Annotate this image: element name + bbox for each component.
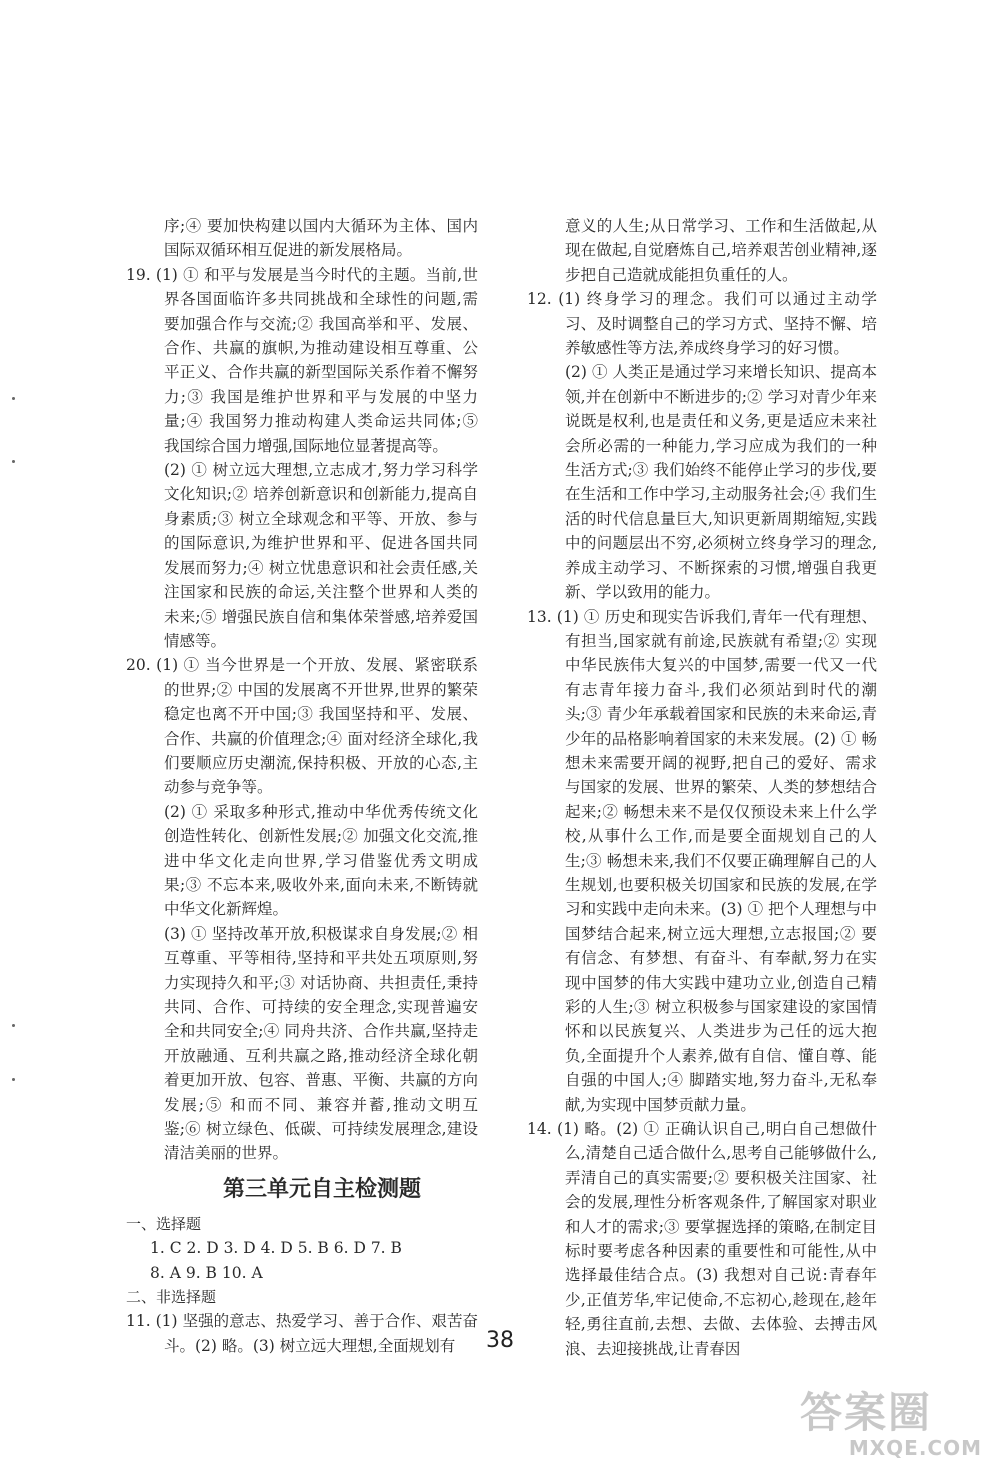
question-19-part2: (2) ① 树立远大理想,立志成才,努力学习科学文化知识;② 培养创新意识和创新能力,提高自身素质;③ 树立全球观念和平等、开放、参与的国际意识,为维护世界和平、促进各国共同发展而努力;④ 树立忧患意识和社会责任感,关注国家和民族的命运,关注整个世界和人类的未来;⑤ 增强民族自信和集体荣誉感,培养爱国情感等。 bbox=[164, 461, 478, 650]
watermark-url: MXQE.COM bbox=[848, 1436, 982, 1460]
section-title: 第三单元自主检测题 bbox=[222, 1176, 421, 1202]
answer-key-line-2: 8. A 9. B 10. A bbox=[150, 1263, 263, 1282]
question-20-part1: 20. (1) ① 当今世界是一个开放、发展、紧密联系的世界;② 中国的发展离不开世界,世界的繁荣稳定也离不开中国;③ 我国坚持和平、发展、合作、共赢的价值理念;④ 面对经济全球化,我们要顺应历史潮流,保持积极、开放的心态,主动参与竞争等。 bbox=[126, 656, 478, 797]
scan-mark bbox=[12, 1024, 15, 1027]
left-column bbox=[126, 214, 478, 1358]
question-13: 13. (1) ① 历史和现实告诉我们,青年一代有理想、有担当,国家就有前途,民族就有希望;② 实现中华民族伟大复兴的中国梦,需要一代又一代有志青年接力奋斗,我们必须站到时代的潮头;③ 青少年承载着国家和民族的未来命运,青少年的品格影响着国家的未来发展。(2) ① 畅想未来需要开阔的视野,把自己的爱好、需求与国家的发展、世界的繁荣、人类的梦想结合起来;② 畅想未来不是仅仅预设未来上什么学校,从事什么工作,而是要全面规划自己的人生;③ 畅想未来,我们不仅要正确理解自己的人生规划,也要积极关切国家和民族的发展,在学习和实践中走向未来。(3) ① 把个人理想与中国梦结合起来,树立远大理想,立志报国;② 要有信念、有梦想、有奋斗、有奉献,努力在实现中国梦的伟大实践中建功立业,创造自己精彩的人生;③ 树立积极参与国家建设的家国情怀和以民族复兴、人类进步为己任的远大抱负,全面提升个人素养,做有自信、懂自尊、能自强的中国人;④ 脚踏实地,努力奋斗,无私奉献,为实现中国梦贡献力量。 bbox=[527, 607, 877, 1114]
scan-mark bbox=[12, 460, 15, 463]
question-20-part3: (3) ① 坚持改革开放,积极谋求自身发展;② 相互尊重、平等相待,坚持和平共处五项原则,努力实现持久和平;③ 对话协商、共担责任,秉持共同、合作、可持续的安全理念,实现普遍安全和共同安全;④ 同舟共济、合作共赢,坚持走开放融通、互利共赢之路,推动经济全球化朝着更加开放、包容、普惠、平衡、共赢的方向发展;⑤ 和而不同、兼容并蓄,推动文明互鉴;⑥ 树立绿色、低碳、可持续发展理念,建设清洁美丽的世界。 bbox=[164, 924, 478, 1163]
watermark-logo bbox=[800, 1390, 990, 1465]
question-11: 11. (1) 坚强的意志、热爱学习、善于合作、艰苦奋斗。(2) 略。(3) 树立远大理想,全面规划有 bbox=[126, 1312, 478, 1355]
continued-text: 序;④ 要加快构建以国内大循环为主体、国内国际双循环相互促进的新发展格局。 bbox=[164, 217, 478, 260]
question-12-part1: 12. (1) 终身学习的理念。我们可以通过主动学习、及时调整自己的学习方式、坚持不懈、培养敏感性等方法,养成终身学习的好习惯。 bbox=[527, 290, 877, 358]
question-19-part1: 19. (1) ① 和平与发展是当今时代的主题。当前,世界各国面临许多共同挑战和全球性的问题,需要加强合作与交流;② 我国高举和平、发展、合作、共赢的旗帜,为推动建设相互尊重、公平正义、合作共赢的新型国际关系作着不懈努力;③ 我国是维护世界和平与发展的中坚力量;④ 我国努力推动构建人类命运共同体;⑤ 我国综合国力增强,国际地位显著提高等。 bbox=[126, 265, 478, 455]
scan-mark bbox=[12, 1078, 15, 1081]
question-20-part2: (2) ① 采取多种形式,推动中华优秀传统文化创造性转化、创新性发展;② 加强文化交流,推进中华文化走向世界,学习借鉴优秀文明成果;③ 不忘本来,吸收外来,面向未来,不断铸就中华文化新辉煌。 bbox=[164, 802, 478, 919]
question-12-part2: (2) ① 人类正是通过学习来增长知识、提高本领,并在创新中不断进步的;② 学习对青少年来说既是权利,也是责任和义务,更是适应未来社会所必需的一种能力,学习应成为我们的一种生活方式;③ 我们始终不能停止学习的步伐,要在生活和工作中学习,主动服务社会;④ 我们生活的时代信息量巨大,知识更新周期缩短,实践中的问题层出不穷,必须树立终身学习的理念,养成主动学习、不断探索的习惯,增强自我更新、学以致用的能力。 bbox=[565, 363, 877, 602]
scan-mark bbox=[12, 397, 15, 400]
continued-text: 意义的人生;从日常学习、工作和生活做起,从现在做起,自觉磨炼自己,培养艰苦创业精神,逐步把自己造就成能担负重任的人。 bbox=[565, 217, 877, 284]
question-14: 14. (1) 略。(2) ① 正确认识自己,明白自己想做什么,清楚自己适合做什么,思考自己能够做什么,弄清自己的真实需要;② 要积极关注国家、社会的发展,理性分析客观条件,了解国家对职业和人才的需求;③ 要掌握选择的策略,在制定目标时要考虑各种因素的重要性和可能性,从中选择最佳结合点。(3) 我想对自己说:青春年少,正值芳华,牢记使命,不忘初心,趁现在,趁年轻,勇往直前,去想、去做、去体验、去搏击风浪、去迎接挑战,让青春因 bbox=[527, 1120, 877, 1358]
answer-key-line-1: 1. C 2. D 3. D 4. D 5. B 6. D 7. B bbox=[150, 1239, 402, 1258]
watermark-text: 答案圈 bbox=[800, 1388, 933, 1437]
non-choice-heading: 二、非选择题 bbox=[126, 1288, 217, 1307]
multiple-choice-heading: 一、选择题 bbox=[126, 1214, 202, 1233]
page-number: 38 bbox=[486, 1328, 514, 1353]
right-column bbox=[527, 214, 877, 1361]
